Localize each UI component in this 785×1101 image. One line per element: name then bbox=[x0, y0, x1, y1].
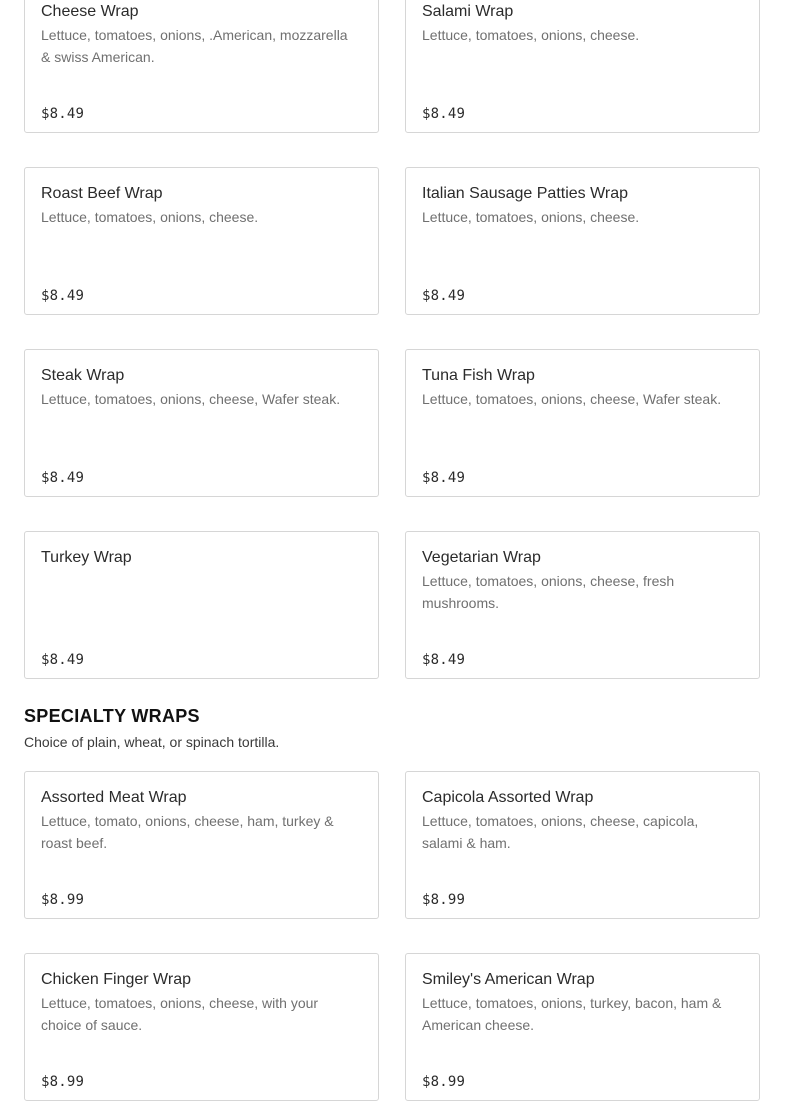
menu-item-description: Lettuce, tomatoes, onions, cheese, capicola, salami & ham. bbox=[422, 813, 699, 851]
menu-item-name: Tuna Fish Wrap bbox=[422, 367, 535, 384]
menu-item-description: Lettuce, tomato, onions, cheese, ham, turkey & roast beef. bbox=[41, 813, 334, 851]
menu-item-card[interactable] bbox=[405, 349, 760, 497]
menu-item-description: Lettuce, tomatoes, onions, cheese. bbox=[422, 27, 640, 43]
menu-item-description: Lettuce, tomatoes, onions, cheese, Wafer steak. bbox=[41, 391, 341, 407]
menu-item-name: Steak Wrap bbox=[41, 367, 125, 384]
menu-item-price: $8.99 bbox=[422, 1074, 466, 1090]
menu-item-price: $8.49 bbox=[41, 470, 85, 486]
menu-item-card[interactable] bbox=[405, 531, 760, 679]
menu-item-card[interactable] bbox=[24, 0, 379, 133]
menu-item-name: Turkey Wrap bbox=[41, 549, 132, 566]
menu-item-name: Assorted Meat Wrap bbox=[41, 789, 187, 806]
menu-item-name: Capicola Assorted Wrap bbox=[422, 789, 594, 806]
menu-item-description: Lettuce, tomatoes, onions, cheese. bbox=[422, 209, 640, 225]
menu-item-name: Chicken Finger Wrap bbox=[41, 971, 191, 988]
menu-item-price: $8.99 bbox=[422, 892, 466, 908]
menu-item-card[interactable] bbox=[24, 167, 379, 315]
menu-item-price: $8.49 bbox=[41, 106, 85, 122]
menu-item-card[interactable] bbox=[405, 953, 760, 1101]
section-title: SPECIALTY WRAPS bbox=[24, 706, 200, 726]
menu-item-price: $8.99 bbox=[41, 1074, 85, 1090]
menu-item-description: Lettuce, tomatoes, onions, .American, mozzarella & swiss American. bbox=[41, 27, 348, 65]
menu-item-name: Roast Beef Wrap bbox=[41, 185, 163, 202]
section-subtitle: Choice of plain, wheat, or spinach tortilla. bbox=[24, 734, 280, 750]
menu-item-price: $8.49 bbox=[422, 470, 466, 486]
menu-item-name: Smiley's American Wrap bbox=[422, 971, 595, 988]
menu-item-price: $8.49 bbox=[41, 288, 85, 304]
menu-item-price: $8.49 bbox=[422, 652, 466, 668]
menu-item-card[interactable] bbox=[24, 349, 379, 497]
menu-item-description: Lettuce, tomatoes, onions, cheese, fresh mushrooms. bbox=[422, 573, 675, 611]
menu-item-name: Italian Sausage Patties Wrap bbox=[422, 185, 629, 202]
menu-item-price: $8.49 bbox=[422, 106, 466, 122]
menu-item-description: Lettuce, tomatoes, onions, cheese. bbox=[41, 209, 259, 225]
menu-item-card[interactable] bbox=[24, 771, 379, 919]
menu-item-name: Cheese Wrap bbox=[41, 3, 139, 20]
menu-item-price: $8.49 bbox=[41, 652, 85, 668]
menu-item-price: $8.99 bbox=[41, 892, 85, 908]
menu-item-card[interactable] bbox=[24, 953, 379, 1101]
menu-item-name: Salami Wrap bbox=[422, 3, 514, 20]
menu-item-name: Vegetarian Wrap bbox=[422, 549, 541, 566]
menu-item-card[interactable] bbox=[405, 771, 760, 919]
menu-item-price: $8.49 bbox=[422, 288, 466, 304]
menu-item-card[interactable] bbox=[24, 531, 379, 679]
menu-item-card[interactable] bbox=[405, 167, 760, 315]
menu-item-description: Lettuce, tomatoes, onions, cheese, Wafer steak. bbox=[422, 391, 722, 407]
menu-item-card[interactable] bbox=[405, 0, 760, 133]
menu-item-description: Lettuce, tomatoes, onions, turkey, bacon, ham & American cheese. bbox=[422, 995, 722, 1033]
menu-item-description: Lettuce, tomatoes, onions, cheese, with your choice of sauce. bbox=[41, 995, 319, 1033]
